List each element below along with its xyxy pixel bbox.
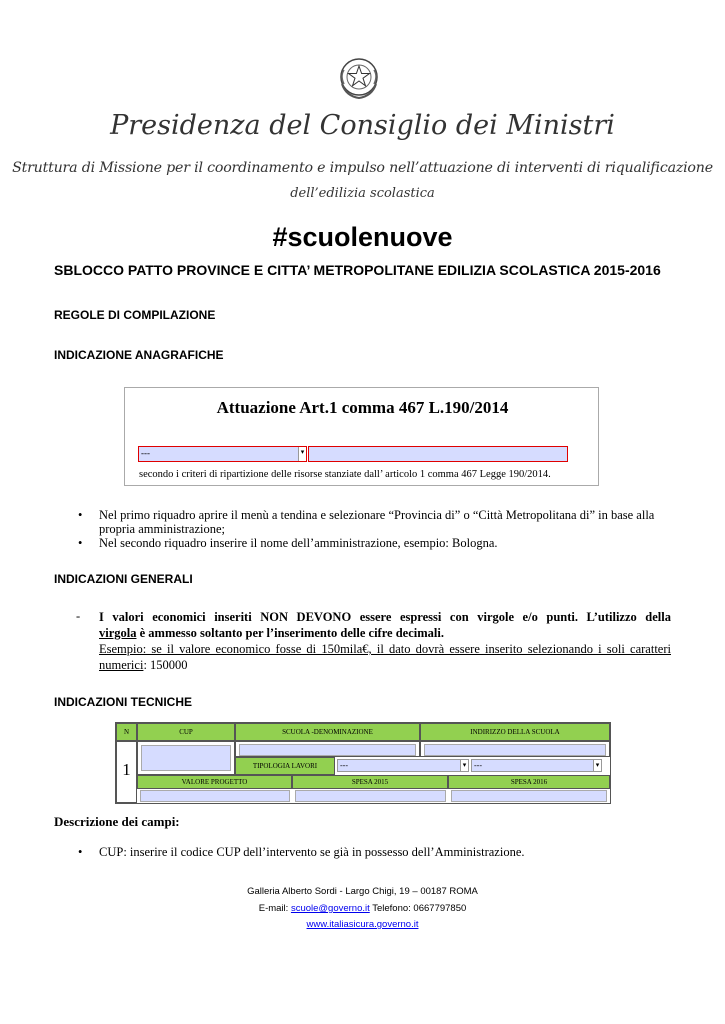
row-number-cell bbox=[116, 741, 137, 803]
dropdown-arrow-icon: ▾ bbox=[298, 447, 306, 461]
italian-republic-emblem-icon bbox=[336, 54, 382, 100]
example-text bbox=[99, 641, 671, 673]
spesa2015-input[interactable] bbox=[295, 790, 446, 802]
tipologia-label: TIPOLOGIA LAVORI bbox=[235, 757, 335, 775]
dropdown-arrow-icon: ▾ bbox=[460, 760, 468, 771]
descrizione-heading: Descrizione dei campi: bbox=[54, 814, 180, 829]
header-spesa2015: SPESA 2015 bbox=[292, 775, 448, 789]
scuola-cell bbox=[235, 741, 420, 757]
footer-address: Galleria Alberto Sordi - Largo Chigi, 19 – 00187 ROMA bbox=[247, 886, 478, 897]
entity-type-select-value: --- bbox=[141, 448, 150, 458]
header-n: N bbox=[116, 723, 137, 741]
entity-type-select[interactable] bbox=[138, 446, 307, 462]
phone-text: Telefono: 0667797850 bbox=[369, 903, 467, 914]
tipologia-select-2[interactable] bbox=[471, 759, 602, 772]
mission-line-2: dell’edilizia scolastica bbox=[290, 186, 435, 201]
website-link[interactable]: www.italiasicura.governo.it bbox=[306, 919, 419, 930]
email-label: E-mail: bbox=[258, 903, 291, 914]
header-cup: CUP bbox=[137, 723, 235, 741]
row-number: 1 bbox=[122, 760, 131, 779]
page-subtitle: SBLOCCO PATTO PROVINCE E CITTA’ METROPOLITANE EDILIZIA SCOLASTICA 2015-2016 bbox=[54, 262, 661, 278]
tipologia-select-2-value: --- bbox=[474, 761, 482, 770]
anagrafiche-instructions bbox=[76, 508, 676, 550]
technical-table-image bbox=[115, 722, 611, 804]
form-title: Attuazione Art.1 comma 467 L.190/2014 bbox=[216, 398, 509, 417]
spesa2016-input[interactable] bbox=[451, 790, 607, 802]
rule-line-1: I valori economici inseriti NON DEVONO essere espressi con virgole e/o punti. L’utilizzo della bbox=[99, 610, 671, 624]
header-scuola: SCUOLA -DENOMINAZIONE bbox=[235, 723, 420, 741]
section-rules-heading: REGOLE DI COMPILAZIONE bbox=[54, 308, 216, 322]
scuola-input[interactable] bbox=[239, 744, 416, 756]
mission-line-1: Struttura di Missione per il coordinamento e impulso nell’attuazione di interventi di riqualificazione bbox=[12, 160, 713, 176]
section-anagrafiche-heading: INDICAZIONE ANAGRAFICHE bbox=[54, 348, 224, 362]
rule-line-2-rest: è ammesso soltanto per l’inserimento delle cifre decimali. bbox=[136, 626, 444, 640]
virgola-word: virgola bbox=[99, 626, 137, 640]
institution-name: Presidenza del Consiglio dei Ministri bbox=[110, 110, 615, 141]
tipologia-select-1[interactable] bbox=[337, 759, 469, 772]
tipologia-select-1-value: --- bbox=[340, 761, 348, 770]
entity-name-input[interactable] bbox=[308, 446, 568, 462]
general-rules-text bbox=[99, 609, 671, 673]
header-spesa2016: SPESA 2016 bbox=[448, 775, 610, 789]
rule-line-2 bbox=[99, 625, 671, 641]
footer-contacts bbox=[0, 903, 725, 914]
anagrafica-form-image bbox=[124, 387, 599, 486]
list-item: • CUP: inserire il codice CUP dell’intervento se già in possesso dell’Amministrazione. bbox=[76, 845, 676, 859]
section-generali-heading: INDICAZIONI GENERALI bbox=[54, 572, 193, 586]
list-dash: - bbox=[76, 609, 81, 623]
cup-cell bbox=[137, 741, 235, 775]
cup-input[interactable] bbox=[141, 745, 231, 771]
list-item: • Nel secondo riquadro inserire il nome dell’amministrazione, esempio: Bologna. bbox=[76, 536, 676, 550]
page-title: #scuolenuove bbox=[272, 222, 453, 252]
header-indirizzo: INDIRIZZO DELLA SCUOLA bbox=[420, 723, 610, 741]
campi-instructions bbox=[76, 845, 676, 859]
valore-input[interactable] bbox=[140, 790, 290, 802]
email-link[interactable]: scuole@governo.it bbox=[290, 903, 370, 914]
dropdown-arrow-icon: ▾ bbox=[593, 760, 601, 771]
indirizzo-input[interactable] bbox=[424, 744, 606, 756]
section-tecniche-heading: INDICAZIONI TECNICHE bbox=[54, 695, 192, 709]
list-item: • Nel primo riquadro aprire il menù a tendina e selezionare “Provincia di” o “Città Metropolitana di” in base alla propria amministrazione; bbox=[76, 508, 676, 536]
form-caption: secondo i criteri di ripartizione delle risorse stanziate dall’ articolo 1 comma 467 Legge 190/2014. bbox=[139, 469, 551, 480]
footer-website bbox=[0, 919, 725, 930]
header-valore: VALORE PROGETTO bbox=[137, 775, 292, 789]
indirizzo-cell bbox=[420, 741, 610, 757]
example-underlined: Esempio: se il valore economico fosse di 150mila€, il dato dovrà essere inserito selezionando i soli caratteri numerici bbox=[99, 642, 671, 672]
example-value: : 150000 bbox=[143, 658, 188, 672]
